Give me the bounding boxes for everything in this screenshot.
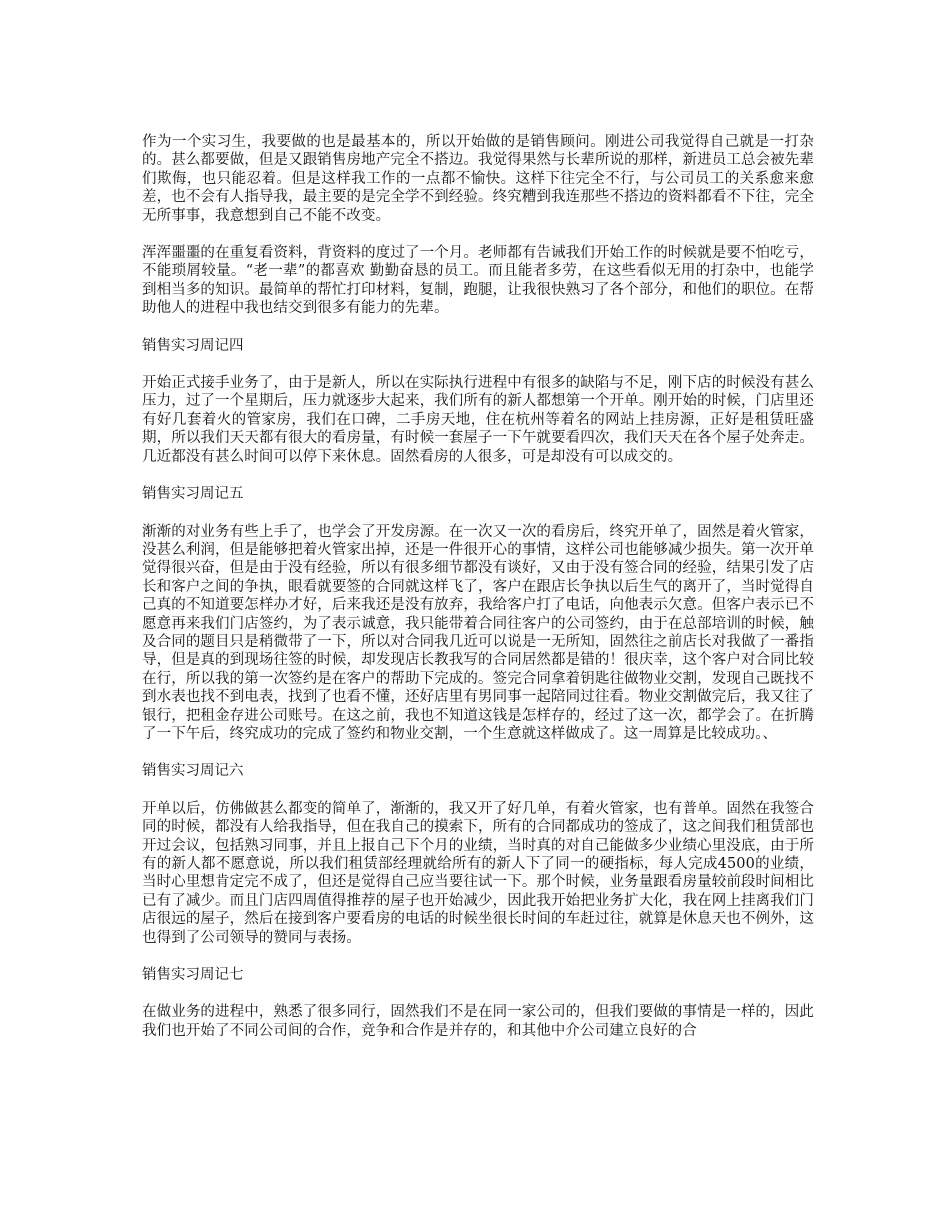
heading-week-six: 销售实习周记六 bbox=[142, 763, 244, 780]
document-page bbox=[142, 133, 814, 1059]
heading-week-four: 销售实习周记四 bbox=[142, 337, 244, 354]
paragraph-first-month: 浑浑噩噩的在重复看资料，背资料的度过了一个月。老师都有告诫我们开始工作的时候就是要不怕吃亏，不能琐屑较量。“老一辈”的都喜欢 勤勤奋恳的员工。而且能者多劳，在这些看似无用的打杂中，也能学到相当多的知识。最简单的帮忙打印材料，复制，跑腿，让我很快熟习了各个部分，和他们的职位。在帮助他人的进程中我也结交到很多有能力的先辈。 bbox=[142, 245, 814, 317]
paragraph-week-seven: 在做业务的进程中，熟悉了很多同行，固然我们不是在同一家公司的，但我们要做的事情是一样的，因此我们也开始了不同公司间的合作，竞争和合作是并存的，和其他中介公司建立良好的合 bbox=[142, 1004, 814, 1039]
paragraph-intro: 作为一个实习生，我要做的也是最基本的，所以开始做的是销售顾问。刚进公司我觉得自己就是一打杂的。甚么都要做，但是又跟销售房地产完全不搭边。我觉得果然与长辈所说的那样，新进员工总会被先辈们欺侮，也只能忍着。但是这样我工作的一点都不愉快。这样下往完全不行，与公司员工的关系愈来愈差，也不会有人指导我，最主要的是完全学不到经验。终究糟到我连那些不搭边的资料都看不下往，完全无所事事，我意想到自己不能不改变。 bbox=[142, 134, 814, 224]
paragraph-week-six: 开单以后，仿佛做甚么都变的简单了，渐渐的，我又开了好几单，有着火管家，也有普单。固然在我签合同的时候，都没有人给我指导，但在我自己的摸索下，所有的合同都成功的签成了，这之间我们租赁部也开过会议，包括熟习同事，并且上报自己下个月的业绩，当时真的对自己能做多少业绩心里没底，由于所有的新人都不愿意说，所以我们租赁部经理就给所有的新人下了同一的硬指标，每人完成4500的业绩，当时心里想肯定完不成了，但还是觉得自己应当要往试一下。那个时候，业务量跟看房量较前段时间相比已有了减少。而且门店四周值得推荐的屋子也开始减少，因此我开始把业务扩大化，我在网上挂离我们门店很远的屋子，然后在接到客户要看房的电话的时候坐很长时间的车赶过往，就算是休息天也不例外，这也得到了公司领导的赞同与表扬。 bbox=[142, 800, 814, 946]
paragraph-week-five: 渐渐的对业务有些上手了，也学会了开发房源。在一次又一次的看房后，终究开单了，固然是着火管家，没甚么利润，但是能够把着火管家出掉，还是一件很开心的事情，这样公司也能够减少损失。第一次开单觉得很兴奋，但是由于没有经验，所以有很多细节都没有谈好，又由于没有签合同的经验，结果引发了店长和客户之间的争执，眼看就要签的合同就这样飞了，客户在跟店长争执以后生气的离开了，当时觉得自己真的不知道要怎样办才好，后来我还是没有放弃，我给客户打了电话，向他表示欠意。但客户表示已不愿意再来我们门店签约，为了表示诚意，我只能带着合同往客户的公司签约，由于在总部培训的时候，触及合同的题目只是稍微带了一下，所以对合同我几近可以说是一无所知，固然往之前店长对我做了一番指导，但是真的到现场往签的时候，却发现店长教我写的合同居然都是错的！很庆幸，这个客户对合同比较在行，所以我的第一次签约是在客户的帮助下完成的。签完合同拿着钥匙往做物业交割，发现自己既找不到水表也找不到电表，找到了也看不懂，还好店里有男同事一起陪同过往看。物业交割做完后，我又往了银行，把租金存进公司账号。在这之前，我也不知道这钱是怎样存的，经过了这一次，都学会了。在折腾了一下午后，终究成功的完成了签约和物业交割，一个生意就这样做成了。这一周算是比较成功。、 bbox=[142, 523, 814, 742]
paragraph-week-four: 开始正式接手业务了，由于是新人，所以在实际执行进程中有很多的缺陷与不足，刚下店的时候没有甚么压力，过了一个星期后，压力就逐步大起来，我们所有的新人都想第一个开单。刚开始的时候，门店里还有好几套着火的管家房，我们在口碑，二手房天地，住在杭州等着名的网站上挂房源，正好是租赁旺盛期，所以我们天天都有很大的看房量，有时候一套屋子一下午就要看四次，我们天天在各个屋子处奔走。几近都没有甚么时间可以停下来休息。固然看房的人很多，可是却没有可以成交的。 bbox=[142, 375, 814, 465]
heading-week-five: 销售实习周记五 bbox=[142, 486, 244, 503]
heading-week-seven: 销售实习周记七 bbox=[142, 967, 244, 984]
